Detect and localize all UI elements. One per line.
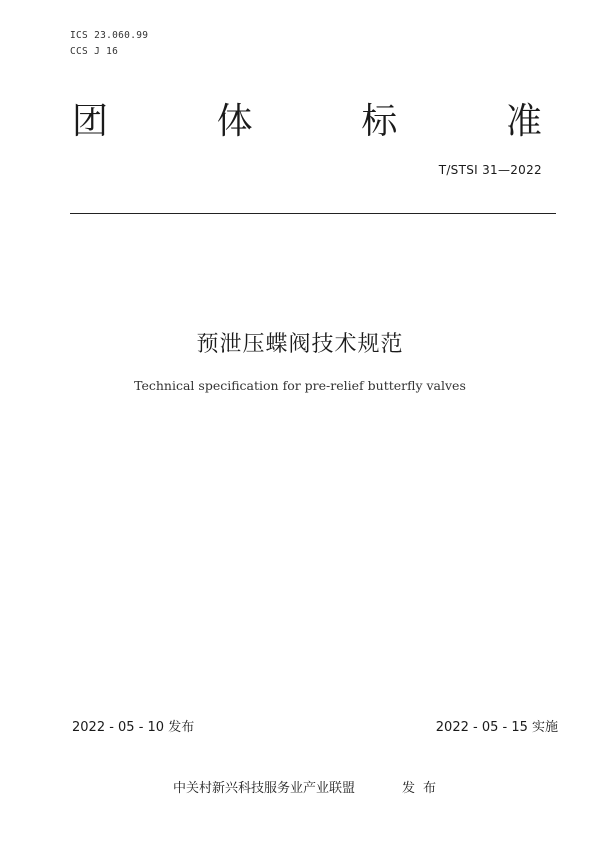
publish-label: 发布 [402, 781, 445, 796]
standard-number: T/STSI 31—2022 [438, 163, 542, 177]
classification-codes [70, 28, 148, 60]
ccs-code: CCS J 16 [70, 46, 119, 57]
issue-date: 2022 - 05 - 10 发布 [72, 720, 195, 735]
standard-type-char: 团 [72, 101, 109, 142]
standard-type-char: 标 [361, 101, 398, 142]
standard-type-char: 准 [505, 101, 542, 142]
header-divider [70, 213, 556, 214]
document-title-cn: 预泄压蝶阀技术规范 [196, 332, 404, 357]
implementation-date: 2022 - 05 - 15 实施 [435, 720, 558, 735]
standard-type-heading [72, 100, 542, 144]
document-title-en: Technical specification for pre-relief butterfly valves [134, 378, 466, 393]
standard-type-char: 体 [216, 101, 253, 142]
publisher-name: 中关村新兴科技服务业产业联盟 [173, 781, 356, 796]
ics-code: ICS 23.060.99 [70, 30, 149, 41]
